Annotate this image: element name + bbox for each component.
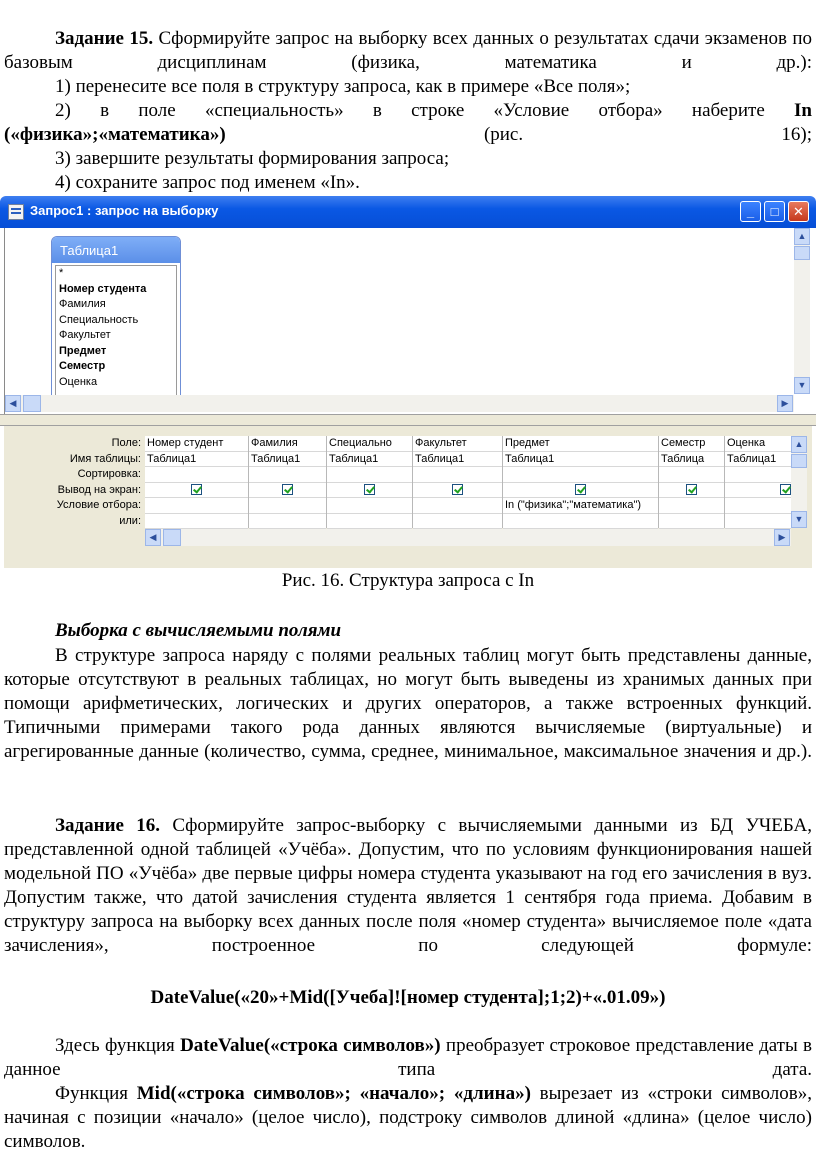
field-item-student-number[interactable]: Номер студента (59, 282, 147, 295)
design-grid (145, 436, 791, 528)
scroll-up-icon[interactable]: ▲ (791, 436, 807, 453)
row-label-criteria: Условие отбора: (56, 499, 141, 511)
grid-cell-sort[interactable] (249, 467, 326, 483)
grid-cell-field[interactable]: Специально (327, 436, 412, 452)
show-checkbox[interactable] (686, 484, 697, 495)
grid-cell-show (249, 483, 326, 499)
upper-horizontal-scrollbar[interactable] (5, 395, 794, 412)
grid-cell-field[interactable]: Предмет (503, 436, 658, 452)
task16-p1 (4, 1034, 812, 1082)
minimize-button[interactable]: _ (740, 201, 761, 222)
grid-cell-criteria[interactable] (413, 498, 502, 514)
section-heading: Выборка с вычисляемыми полями (55, 620, 342, 641)
task16-body: Сформируйте запрос-выборку с вычисляемыми данными из БД УЧЕБА, представленной одной таблицей «Учёба». Допустим, что по условиям функционирования нашей модельной ПО «Учёба» две первые цифры номера студента указывают на год его зачисления в вуз. Допустим также, что датой зачисления студента является 1 сентября года приема. Добавим в структуру запроса на выборку всех данных после поля «номер студента» вычисляемое поле «дата зачисления», построенное по следующей формуле: (4, 815, 812, 956)
field-item-faculty[interactable]: Факультет (59, 329, 111, 341)
grid-cell-field[interactable]: Оценка (725, 436, 791, 452)
table-name[interactable]: Таблица1 (52, 237, 180, 263)
scroll-left-icon[interactable]: ◀ (145, 529, 161, 546)
grid-column[interactable] (725, 436, 791, 528)
window-title: Запрос1 : запрос на выборку (30, 203, 219, 218)
grid-cell-show (327, 483, 412, 499)
field-item-surname[interactable]: Фамилия (59, 298, 106, 310)
grid-cell-sort[interactable] (327, 467, 412, 483)
field-item-specialty[interactable]: Специальность (59, 313, 139, 326)
task15-step1: 1) перенесите все поля в структуру запроса, как в примере «Все поля»; (55, 76, 631, 97)
grid-column[interactable] (413, 436, 503, 528)
grid-vertical-scrollbar[interactable] (791, 436, 807, 528)
pane-splitter[interactable] (0, 414, 816, 426)
grid-cell-or[interactable] (249, 514, 326, 530)
field-item-subject[interactable]: Предмет (59, 344, 107, 357)
field-item-semester[interactable]: Семестр (59, 360, 106, 372)
grid-cell-sort[interactable] (503, 467, 658, 483)
task16-p2-text: Функция (55, 1083, 137, 1104)
task16-title: Задание 16. (55, 815, 161, 836)
grid-cell-sort[interactable] (725, 467, 791, 483)
grid-cell-criteria[interactable] (249, 498, 326, 514)
grid-cell-table[interactable]: Таблица1 (249, 452, 326, 468)
grid-cell-or[interactable] (503, 514, 658, 530)
show-checkbox[interactable] (191, 484, 202, 495)
grid-cell-criteria[interactable] (145, 498, 248, 514)
show-checkbox[interactable] (780, 484, 791, 495)
design-grid-pane (4, 426, 812, 568)
grid-cell-table[interactable]: Таблица1 (145, 452, 248, 468)
scroll-left-icon[interactable]: ◀ (5, 395, 21, 412)
grid-cell-show (503, 483, 658, 499)
grid-cell-field[interactable]: Факультет (413, 436, 502, 452)
scroll-up-icon[interactable]: ▲ (794, 228, 810, 245)
scroll-down-icon[interactable]: ▼ (794, 377, 810, 394)
section-paragraph: В структуре запроса наряду с полями реальных таблиц могут быть представлены данные, которые отсутствуют в реальных таблицах, но могут быть выведены из хранимых данных при помощи арифметических, логических и других операторов, а также встроенных функций. Типичными примерами такого рода данных являются вычисляемые (виртуальные) и агрегированные данные (количество, сумма, среднее, минимальное, максимальное значения и др.). (4, 645, 812, 762)
grid-cell-field[interactable]: Семестр (659, 436, 724, 452)
grid-cell-sort[interactable] (659, 467, 724, 483)
show-checkbox[interactable] (364, 484, 375, 495)
task16-p2-desc: вырезает из «строки символов», начиная с позиции «начало» (целое число), подстроку символов длиной «длина» (целое число) символов. (4, 1083, 812, 1152)
task15-intro-text: Сформируйте запрос на выборку всех данных о результатах сдачи экзаменов по базовым дисциплинам (физика, математика и др.): (4, 28, 812, 73)
row-label-table: Имя таблицы: (69, 452, 141, 465)
scroll-thumb[interactable] (791, 454, 807, 468)
grid-column[interactable] (249, 436, 327, 528)
grid-cell-or[interactable] (145, 514, 248, 530)
task16-p2 (4, 1082, 812, 1154)
task15-step3: 3) завершите результаты формирования запроса; (55, 148, 450, 169)
row-label-or: или: (119, 514, 141, 527)
grid-cell-show (145, 483, 248, 499)
task15-step2-text: 2) в поле «специальность» в строке «Условие отбора» наберите (55, 100, 795, 121)
maximize-button[interactable]: □ (764, 201, 785, 222)
grid-column[interactable] (327, 436, 413, 528)
grid-column[interactable] (145, 436, 249, 528)
grid-cell-table[interactable]: Таблица1 (725, 452, 791, 468)
task16-p2-function: Mid(«строка символов»; «начало»; «длина») (136, 1083, 531, 1104)
grid-cell-show (413, 483, 502, 499)
grid-cell-field[interactable]: Номер студент (145, 436, 248, 452)
row-label-sort: Сортировка: (77, 468, 141, 480)
grid-cell-table[interactable]: Таблица1 (413, 452, 502, 468)
grid-horizontal-scrollbar[interactable] (145, 529, 791, 546)
grid-cell-or[interactable] (413, 514, 502, 530)
task16-p1-text: Здесь функция (55, 1035, 181, 1056)
grid-cell-criteria[interactable] (659, 498, 724, 514)
grid-cell-table[interactable]: Таблица (659, 452, 724, 468)
task15-title: Задание 15. (55, 28, 154, 49)
scroll-thumb[interactable] (23, 395, 41, 412)
grid-cell-sort[interactable] (145, 467, 248, 483)
scroll-right-icon[interactable]: ▶ (774, 529, 790, 546)
grid-cell-or[interactable] (725, 514, 791, 530)
query-design-window (0, 196, 816, 568)
show-checkbox[interactable] (575, 484, 586, 495)
grid-cell-field[interactable]: Фамилия (249, 436, 326, 452)
task15-step4: 4) сохраните запрос под именем «In». (55, 172, 360, 193)
row-label-show: Вывод на экран: (57, 483, 141, 496)
scroll-thumb[interactable] (794, 246, 810, 260)
grid-cell-criteria[interactable]: In ("физика";"математика") (503, 498, 658, 514)
task15-step2-criteria: In («физика»;«математика») (4, 100, 812, 145)
formula: DateValue(«20»+Mid([Учеба]![номер студента];1;2)+«.01.09») (150, 987, 666, 1008)
table-pane (4, 228, 813, 414)
task16-p1-desc: преобразует строковое представление даты в данное типа дата. (4, 1035, 812, 1080)
figure-caption: Рис. 16. Структура запроса с In (281, 570, 535, 591)
show-checkbox[interactable] (452, 484, 463, 495)
grid-cell-table[interactable]: Таблица1 (327, 452, 412, 468)
grid-cell-show (725, 483, 791, 499)
table-field-list[interactable] (51, 236, 181, 396)
grid-column[interactable] (503, 436, 659, 528)
query-window-icon (8, 204, 24, 220)
scroll-thumb[interactable] (163, 529, 181, 546)
show-checkbox[interactable] (282, 484, 293, 495)
grid-cell-show (659, 483, 724, 499)
grid-cell-criteria[interactable] (327, 498, 412, 514)
window-titlebar[interactable] (0, 196, 816, 228)
task15-intro (4, 27, 812, 75)
grid-cell-criteria[interactable] (725, 498, 791, 514)
grid-cell-or[interactable] (327, 514, 412, 530)
scroll-down-icon[interactable]: ▼ (791, 511, 807, 528)
task16-text (4, 814, 812, 958)
grid-column[interactable] (659, 436, 725, 528)
field-item-all[interactable]: * (59, 267, 64, 279)
task16-p1-function: DateValue(«строка символов») (180, 1035, 441, 1056)
grid-cell-table[interactable]: Таблица1 (503, 452, 658, 468)
task15-step2-ref: (рис. 16); (225, 124, 812, 145)
scroll-right-icon[interactable]: ▶ (777, 395, 793, 412)
close-button[interactable]: ✕ (788, 201, 809, 222)
task15-step2 (4, 99, 812, 147)
field-list (55, 265, 177, 395)
grid-cell-or[interactable] (659, 514, 724, 530)
grid-cell-sort[interactable] (413, 467, 502, 483)
row-label-field: Поле: (111, 437, 141, 449)
upper-vertical-scrollbar[interactable] (794, 228, 810, 394)
field-item-grade[interactable]: Оценка (59, 375, 98, 388)
